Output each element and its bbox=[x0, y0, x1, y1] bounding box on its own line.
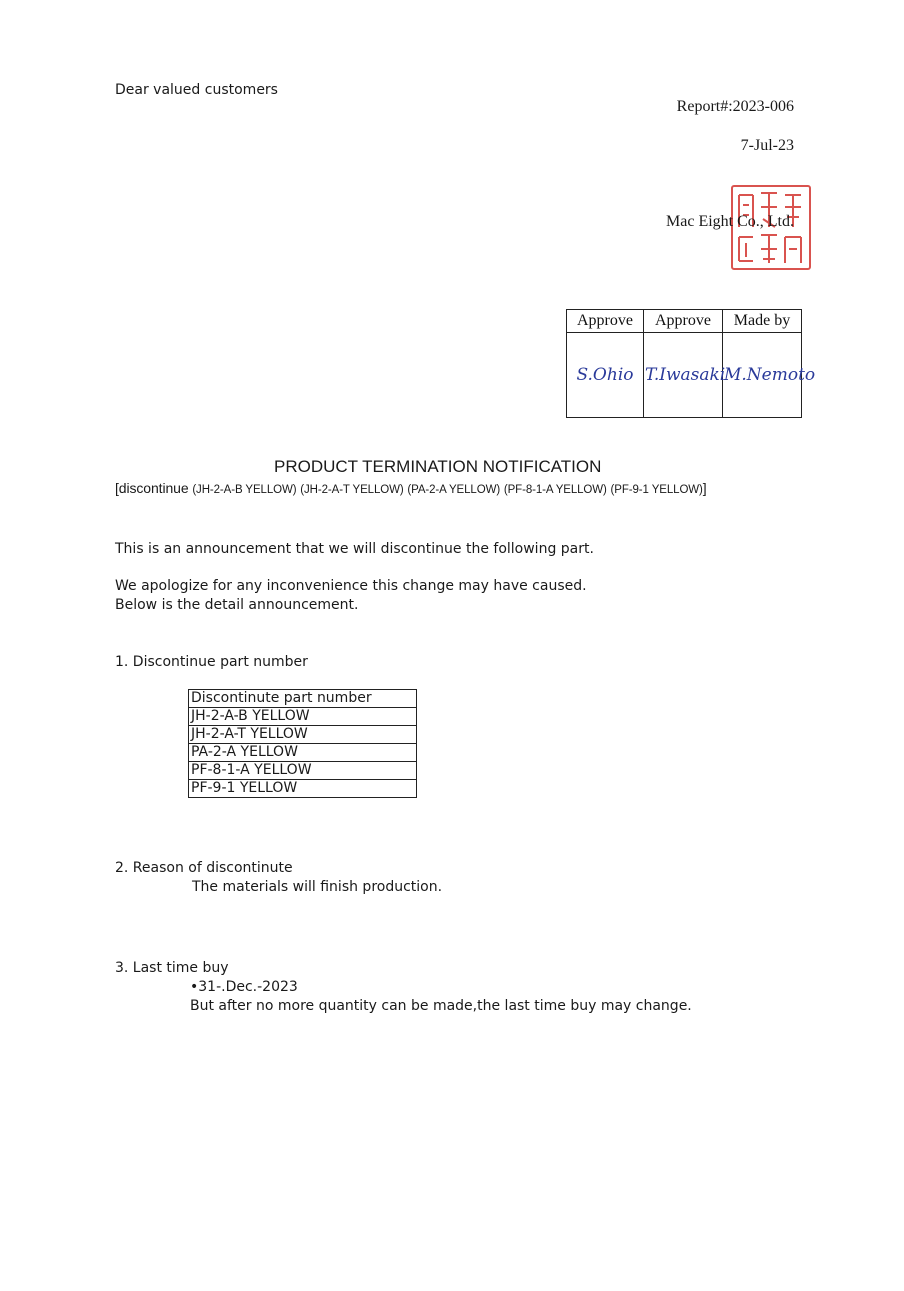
subtitle-open: [discontinue bbox=[115, 480, 193, 496]
subtitle-item: (PF-8-1-A YELLOW) bbox=[503, 484, 607, 496]
subtitle-item: (PF-9-1 YELLOW) bbox=[610, 484, 703, 496]
approval-header: Approve bbox=[644, 310, 723, 333]
detail-text: Below is the detail announcement. bbox=[115, 597, 359, 613]
table-row: JH-2-A-B YELLOW bbox=[189, 708, 417, 726]
parts-table bbox=[188, 689, 417, 798]
approval-signature-cell bbox=[723, 333, 816, 418]
greeting: Dear valued customers bbox=[115, 82, 278, 98]
section2-text: The materials will finish production. bbox=[192, 879, 443, 895]
section2-heading: 2. Reason of discontinute bbox=[115, 860, 293, 876]
section1-heading: 1. Discontinue part number bbox=[115, 654, 308, 670]
subtitle-item: (JH-2-A-B YELLOW) bbox=[192, 484, 297, 496]
subtitle-item: (JH-2-A-T YELLOW) bbox=[300, 484, 404, 496]
handwritten-signature: T.Iwasaki bbox=[645, 365, 726, 385]
apology-text: We apologize for any inconvenience this change may have caused. bbox=[115, 578, 587, 594]
parts-table-header: Discontinute part number bbox=[189, 690, 417, 708]
subtitle-close: ] bbox=[702, 480, 707, 496]
section3-note: But after no more quantity can be made,the last time buy may change. bbox=[190, 998, 692, 1014]
intro-text: This is an announcement that we will discontinue the following part. bbox=[115, 541, 594, 557]
approval-header: Approve bbox=[567, 310, 644, 333]
subtitle-item: (PA-2-A YELLOW) bbox=[407, 484, 501, 496]
company-name: Mac Eight Co., Ltd. bbox=[666, 213, 794, 230]
document-title: PRODUCT TERMINATION NOTIFICATION bbox=[274, 457, 602, 476]
approval-table bbox=[566, 309, 816, 418]
approval-signature-cell bbox=[567, 333, 644, 418]
table-row: JH-2-A-T YELLOW bbox=[189, 726, 417, 744]
report-date: 7-Jul-23 bbox=[740, 137, 794, 154]
table-row: PA-2-A YELLOW bbox=[189, 744, 417, 762]
document-subtitle bbox=[115, 480, 707, 496]
table-row: PF-8-1-A YELLOW bbox=[189, 762, 417, 780]
section3-heading: 3. Last time buy bbox=[115, 960, 229, 976]
table-row: PF-9-1 YELLOW bbox=[189, 780, 417, 798]
handwritten-signature: M.Nemoto bbox=[724, 365, 816, 385]
handwritten-signature: S.Ohio bbox=[576, 365, 634, 385]
approval-signature-cell bbox=[644, 333, 726, 418]
approval-header: Made by bbox=[723, 310, 802, 333]
report-number: Report#:2023-006 bbox=[676, 98, 794, 115]
section3-date: •31-.Dec.-2023 bbox=[190, 979, 298, 995]
